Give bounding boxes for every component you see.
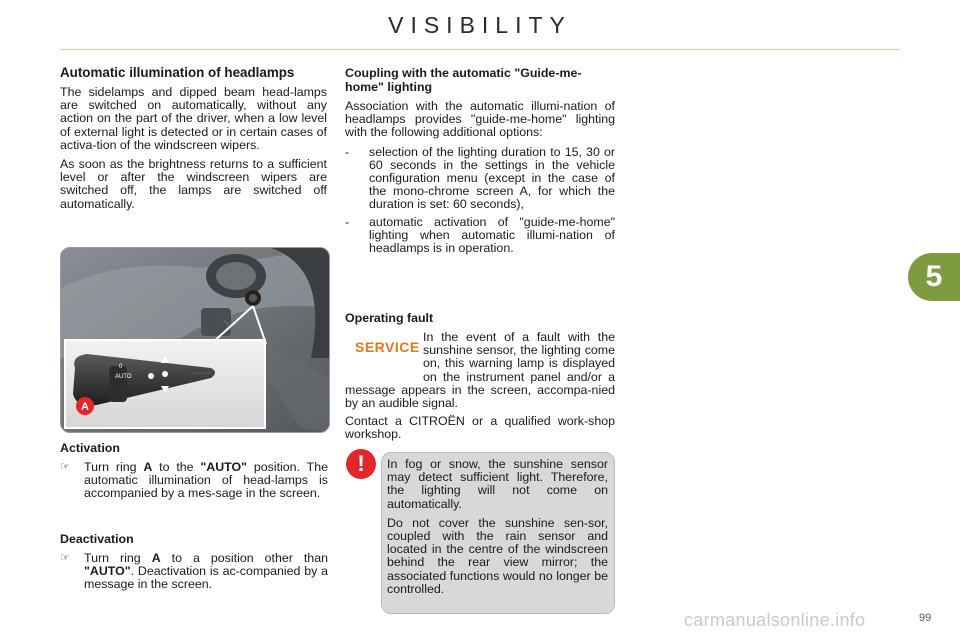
- pointing-hand-icon: ☞: [60, 552, 70, 564]
- watermark: carmanualsonline.info: [684, 610, 866, 630]
- list-item: - selection of the lighting duration to 15, 30 or 60 seconds in the settings in the vehicle configuration menu (except in the case of the mono-chrome screen A, for which the duration is set: 60 seconds),: [345, 144, 615, 212]
- paragraph: In fog or snow, the sunshine sensor may detect sufficient light. Therefore, the lighting will not come on automatically.: [387, 457, 608, 511]
- paragraph: The sidelamps and dipped beam head-lamps are switched on automatically, without any action on the part of the driver, when a low level of external light is detected or in certain cases of activa-tion of the windscreen wipers.: [60, 85, 327, 152]
- paragraph: As soon as the brightness returns to a sufficient level or after the windscreen wipers are switched off, the lamps are switched off automatically.: [60, 157, 327, 211]
- ring-a-label: A: [81, 401, 89, 413]
- activation-section: [60, 441, 328, 501]
- paragraph: In the event of a fault with the sunshine sensor, the lighting come on, this warning lamp is displayed on the instrument panel and/or a message appears in the screen, accompa-nied by an audible signal.: [345, 330, 615, 411]
- lighting-stalk-illustration: [61, 248, 329, 432]
- headlamp-icon: [162, 371, 168, 377]
- left-column: [60, 66, 327, 217]
- page-number: 99: [919, 612, 932, 624]
- warning-text: [387, 458, 608, 602]
- paragraph: Association with the automatic illumi-nation of headlamps provides "guide-me-home" lighting with the following additional options:: [345, 99, 615, 140]
- deactivation-section: [60, 532, 328, 592]
- service-warning-lamp-icon: SERVICE: [355, 339, 420, 355]
- activation-heading: Activation: [60, 441, 120, 455]
- deactivation-heading: Deactivation: [60, 532, 134, 546]
- list-item: - automatic activation of "guide-me-home" lighting when automatic illumi-nation of headlamps is in operation.: [345, 214, 615, 256]
- operating-fault-section: [345, 311, 615, 447]
- page-title: VISIBILITY: [388, 12, 572, 38]
- section-heading-guide-me-home: Coupling with the automatic "Guide-me-home" lighting: [345, 66, 582, 94]
- operating-fault-heading: Operating fault: [345, 311, 434, 325]
- pointing-hand-icon: ☞: [60, 461, 70, 473]
- chapter-tab: 5: [908, 253, 960, 301]
- title-divider: [60, 49, 900, 50]
- auto-label: AUTO: [115, 374, 132, 380]
- paragraph: Do not cover the sunshine sen-sor, coupled with the rain sensor and located in the centre of the windscreen behind the rear view mirror; the associated functions would no longer be controlled.: [387, 515, 608, 596]
- lighting-stalk-figure: [60, 247, 330, 433]
- warning-exclamation-icon: !: [346, 449, 376, 479]
- sidelamp-icon: [148, 373, 154, 379]
- section-heading-automatic-illumination: Automatic illumination of headlamps: [60, 65, 295, 80]
- right-column: [345, 66, 615, 259]
- zero-label: 0: [119, 364, 123, 370]
- list-item: [60, 552, 328, 592]
- deactivation-text: Turn ring A to a position other than "AUTO". Deactivation is ac-companied by a message in the screen.: [84, 551, 328, 592]
- paragraph: Contact a CITROËN or a qualified work-shop workshop.: [345, 414, 615, 442]
- activation-text: Turn ring A to the "AUTO" position. The automatic illumination of head-lamps is accompanied by a mes-sage in the screen.: [84, 460, 328, 501]
- list-item: [60, 461, 328, 501]
